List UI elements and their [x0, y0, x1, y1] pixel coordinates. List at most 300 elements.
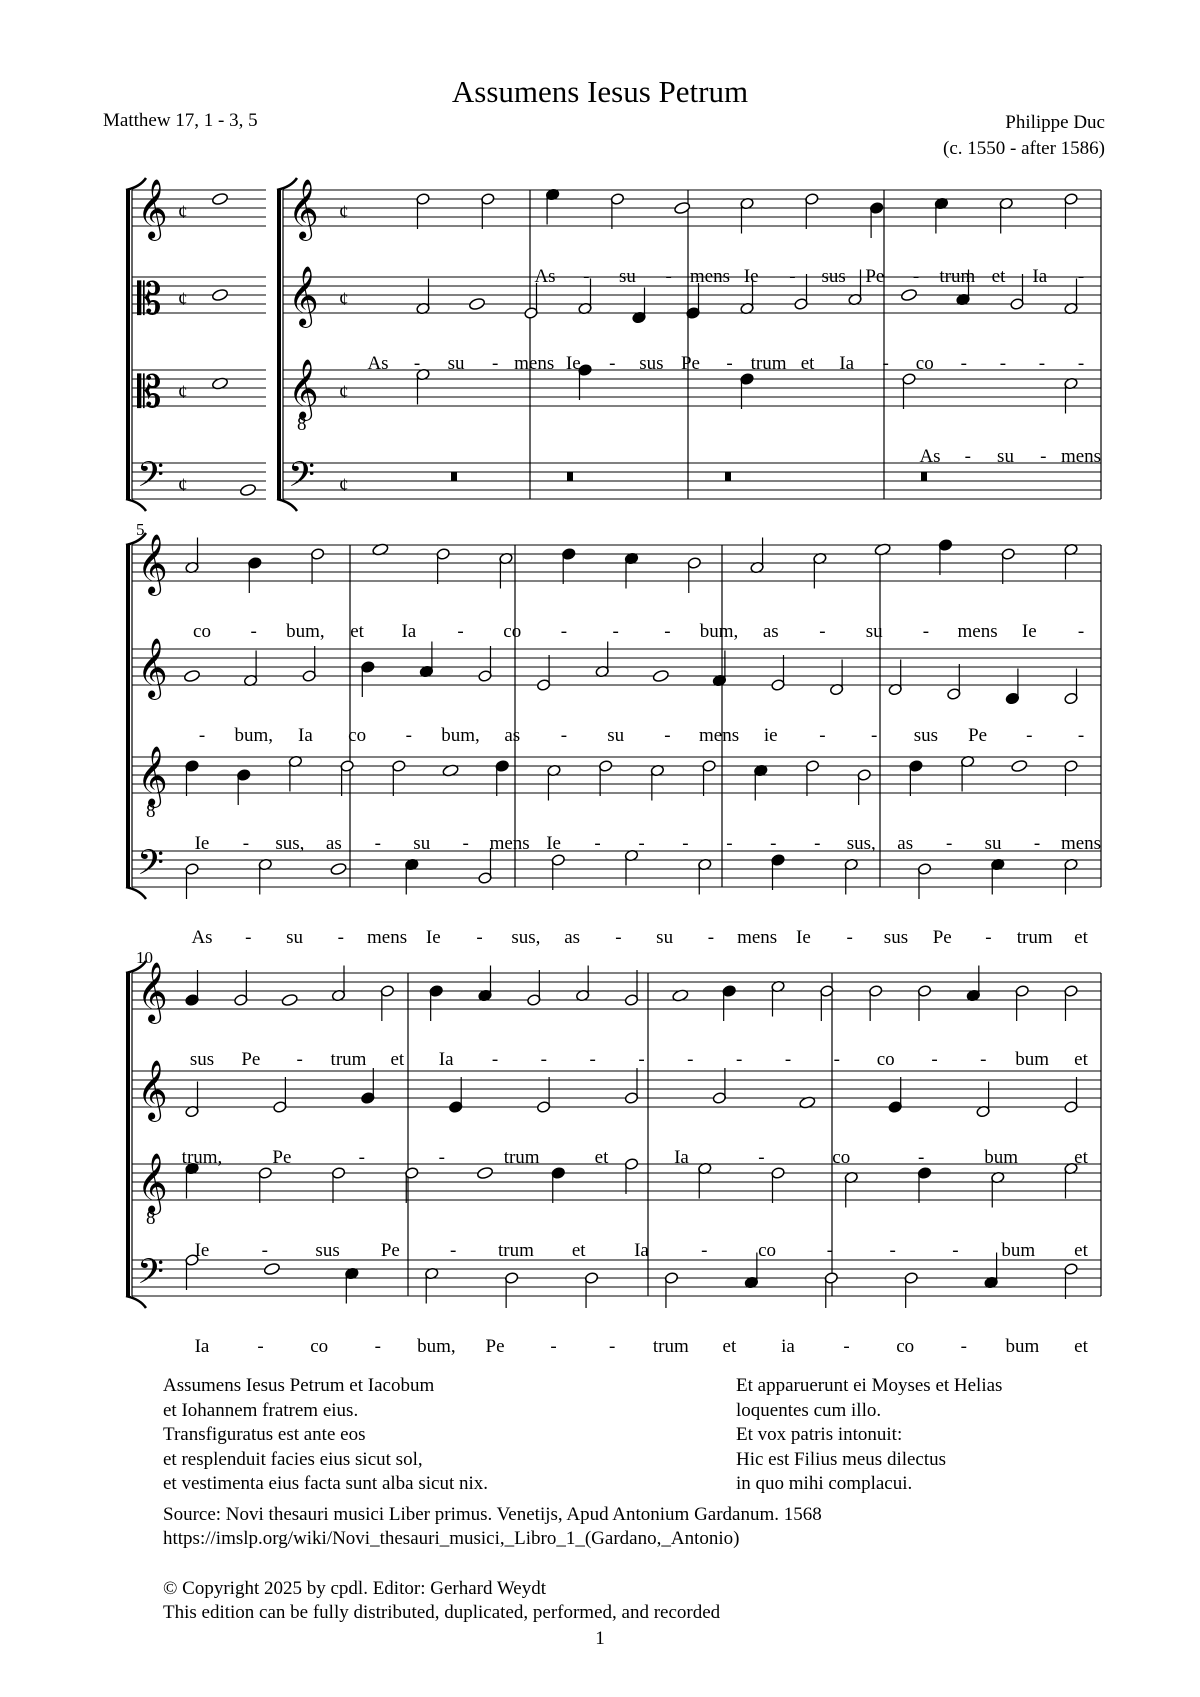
text-line: et resplenduit facies eius sicut sol, — [163, 1448, 423, 1470]
note — [1064, 669, 1078, 705]
note — [1064, 858, 1078, 894]
lyric-syllable: - — [413, 353, 421, 374]
copyright-note — [163, 1577, 720, 1625]
note — [687, 557, 701, 593]
lyric-syllable: - — [726, 353, 733, 374]
cut-time: ¢ — [339, 289, 349, 310]
bass-clef: 𝄢 — [137, 842, 165, 891]
note — [478, 646, 492, 682]
cut-time: ¢ — [339, 202, 349, 223]
lyric-syllable: as — [762, 621, 779, 642]
lyric-syllable: trum — [939, 266, 976, 287]
lyric-syllable: - — [612, 621, 619, 642]
bass-clef: 𝄢 — [288, 454, 316, 503]
lyric-syllable: trum — [503, 1147, 540, 1168]
note — [331, 1167, 345, 1203]
text-line: Assumens Iesus Petrum et Iacobum — [163, 1375, 435, 1396]
lyric-syllable: Pe — [932, 927, 952, 948]
lyric-syllable: mens — [737, 927, 778, 948]
lyric-syllable: - — [931, 1049, 938, 1070]
lyric-syllable: - — [912, 266, 920, 287]
notehead — [239, 483, 256, 497]
lyric-syllable: co — [832, 1147, 851, 1168]
note — [1064, 1077, 1078, 1113]
lyric-syllable: co — [876, 1049, 895, 1070]
lyric-syllable: sus — [913, 725, 939, 746]
note — [429, 985, 443, 1021]
page-title: Assumens Iesus Petrum — [451, 74, 749, 109]
lyric-syllable: Pe — [272, 1147, 292, 1168]
breve-rest — [921, 472, 927, 481]
lyric-syllable: Ia — [194, 1336, 210, 1357]
note — [211, 192, 228, 206]
note — [624, 1158, 638, 1194]
note — [185, 1082, 199, 1118]
note — [750, 538, 764, 574]
note — [1005, 669, 1019, 705]
lyric-syllable: et — [1074, 1336, 1088, 1357]
lyric-syllable: et — [800, 353, 815, 374]
lyric-syllable: - — [952, 1240, 959, 1261]
treble-clef: 𝄞 — [137, 638, 168, 698]
tenor-clef-eight: 8 — [297, 414, 307, 435]
treble-clef: 𝄞 — [288, 359, 319, 419]
lyric-syllable: - — [682, 833, 689, 854]
note — [361, 661, 375, 697]
cut-time: ¢ — [178, 475, 188, 496]
text-line: Et apparuerunt ei Moyses et Helias — [736, 1375, 1003, 1396]
treble-clef: 𝄞 — [137, 962, 168, 1022]
lyric-syllable: Ie — [796, 927, 811, 948]
lyric-syllable: As — [367, 353, 389, 374]
treble-clef: 𝄞 — [137, 179, 168, 239]
lyric-syllable: Ia — [298, 725, 313, 746]
lyric-syllable: Pe — [865, 266, 885, 287]
note — [722, 985, 736, 1021]
lyric-syllable: et — [1074, 1049, 1088, 1070]
lyric-syllable: sus, — [275, 833, 305, 854]
note — [960, 755, 974, 791]
lyric-syllable: co — [348, 725, 367, 746]
lyric-syllable: - — [707, 927, 715, 948]
lyric-syllable: et — [1074, 927, 1088, 948]
lyric-syllable: mens — [689, 266, 730, 287]
note — [869, 202, 883, 238]
lyrics-text-right — [736, 1374, 1002, 1497]
lyric-syllable: trum, — [181, 1147, 223, 1168]
source-line: Source: Novi thesauri musici Liber primus. Venetijs, Apud Antonium Gardanum. 1568 — [163, 1504, 822, 1525]
lyric-syllable: Ia — [438, 1049, 454, 1070]
note — [330, 862, 347, 876]
source-note — [163, 1503, 822, 1551]
treble-clef: 𝄞 — [137, 534, 168, 594]
lyric-syllable: - — [687, 1049, 694, 1070]
lyric-syllable: - — [770, 833, 777, 854]
note — [917, 1167, 931, 1203]
lyric-syllable: - — [615, 927, 622, 948]
lyric-syllable: as — [325, 833, 342, 854]
lyric-syllable: - — [449, 1240, 457, 1261]
lyric-syllable: trum — [330, 1049, 367, 1070]
notehead — [281, 993, 298, 1007]
lyric-syllable: - — [358, 1147, 365, 1168]
note — [624, 552, 638, 588]
note — [610, 193, 624, 229]
lyric-syllable: - — [296, 1049, 303, 1070]
lyric-syllable: Ia — [634, 1240, 649, 1261]
note — [185, 538, 199, 574]
lyric-syllable: su — [447, 353, 465, 374]
lyric-syllable: bum — [1005, 1336, 1040, 1357]
note — [243, 651, 257, 687]
lyric-syllable: - — [846, 927, 853, 948]
note — [598, 760, 612, 796]
lyric-syllable: - — [261, 1240, 268, 1261]
note — [698, 1162, 712, 1198]
note — [345, 1267, 359, 1303]
lyric-syllable: - — [999, 353, 1007, 374]
lyric-syllable: co — [758, 1240, 777, 1261]
note — [624, 849, 638, 885]
note — [476, 1166, 493, 1180]
note — [185, 863, 199, 899]
c-clef: 𝄡 — [137, 367, 162, 418]
note — [239, 483, 256, 497]
lyric-syllable: Pe — [380, 1240, 400, 1261]
lyric-syllable: - — [960, 1336, 967, 1357]
cut-time: ¢ — [339, 475, 349, 496]
lyric-syllable: su — [865, 621, 883, 642]
lyric-syllable: mens — [699, 725, 740, 746]
note — [771, 1167, 785, 1203]
c-clef: 𝄡 — [137, 274, 162, 325]
note — [211, 288, 228, 302]
text-line: et Iohannem fratrem eius. — [163, 1399, 359, 1421]
lyric-syllable: Pe — [241, 1049, 261, 1070]
note — [624, 970, 638, 1006]
treble-clef: 𝄞 — [137, 746, 168, 806]
note — [888, 1077, 902, 1113]
lyric-syllable: Ie — [565, 353, 581, 374]
note — [712, 1068, 726, 1104]
lyric-syllable: co — [915, 353, 934, 374]
lyric-syllable: - — [889, 1240, 896, 1261]
lyric-syllable: - — [583, 266, 590, 287]
lyric-syllable: et — [1074, 1240, 1088, 1261]
lyric-syllable: co — [896, 1336, 915, 1357]
note — [794, 274, 808, 310]
note — [405, 858, 419, 894]
lyric-syllable: ie — [763, 725, 778, 746]
note — [902, 373, 916, 409]
lyric-syllable: - — [819, 725, 826, 746]
lyric-syllable: - — [1077, 266, 1085, 287]
lyric-syllable: - — [1033, 833, 1041, 854]
note — [478, 966, 492, 1002]
note — [281, 993, 298, 1007]
copyright-line: © Copyright 2025 by cpdl. Editor: Gerhard Weydt — [163, 1578, 546, 1599]
lyric-syllable: bum, — [286, 621, 325, 642]
notehead — [263, 1262, 280, 1276]
note — [1064, 543, 1078, 579]
text-line: et vestimenta eius facta sunt alba sicut nix. — [163, 1473, 489, 1494]
note — [698, 858, 712, 894]
note — [263, 1262, 280, 1276]
note — [771, 854, 785, 890]
lyric-syllable: - — [726, 833, 733, 854]
note — [771, 655, 785, 691]
note — [917, 985, 931, 1021]
lyric-syllable: Pe — [680, 353, 700, 374]
note — [236, 769, 250, 805]
note — [481, 193, 495, 229]
note — [302, 646, 316, 682]
cut-time: ¢ — [178, 382, 188, 403]
note — [652, 669, 669, 683]
lyric-syllable: Ia — [674, 1147, 689, 1168]
note — [904, 1272, 918, 1308]
lyric-syllable: - — [594, 833, 601, 854]
notehead — [211, 288, 228, 302]
lyric-syllable: - — [1077, 725, 1085, 746]
note — [419, 642, 433, 678]
lyric-syllable: bum — [984, 1147, 1018, 1168]
note — [595, 642, 609, 678]
lyric-syllable: - — [814, 833, 821, 854]
lyric-syllable: As — [191, 927, 213, 948]
measure-number: 10 — [136, 948, 153, 967]
note — [976, 1082, 990, 1118]
note — [504, 1272, 518, 1308]
lyric-syllable: - — [833, 1049, 840, 1070]
note — [1001, 548, 1015, 584]
lyric-syllable: bum, — [699, 621, 739, 642]
lyric-syllable: Ie — [425, 927, 441, 948]
lyric-syllable: ia — [781, 1336, 795, 1357]
lyric-syllable: et — [991, 266, 1006, 287]
lyric-syllable: trum — [497, 1240, 534, 1261]
notehead — [211, 192, 228, 206]
note — [425, 1267, 439, 1303]
lyric-syllable: - — [250, 621, 257, 642]
note — [909, 760, 923, 796]
notehead — [330, 862, 347, 876]
lyric-syllable: - — [985, 927, 992, 948]
lyric-syllable: et — [722, 1336, 737, 1357]
lyric-syllable: et — [390, 1049, 405, 1070]
lyrics-text-left — [163, 1374, 488, 1497]
note — [331, 966, 345, 1002]
lyric-syllable: - — [550, 1336, 557, 1357]
lyric-syllable: - — [638, 833, 645, 854]
lyric-syllable: mens — [957, 621, 998, 642]
lyric-syllable: - — [664, 621, 671, 642]
note — [702, 760, 716, 796]
lyric-syllable: - — [1077, 621, 1085, 642]
notehead — [652, 669, 669, 683]
lyric-syllable: su — [607, 725, 625, 746]
note — [258, 858, 272, 894]
lyric-syllable: co — [193, 621, 211, 642]
lyric-syllable: trum — [1016, 927, 1053, 948]
note — [650, 764, 664, 800]
lyric-syllable: - — [476, 927, 483, 948]
lyric-syllable: - — [540, 1049, 547, 1070]
note — [771, 980, 785, 1016]
lyric-syllable: - — [198, 725, 206, 746]
cut-time: ¢ — [339, 382, 349, 403]
lyric-syllable: - — [374, 833, 381, 854]
note — [991, 1171, 1005, 1207]
note — [361, 1068, 375, 1104]
lyric-syllable: bum, — [441, 725, 480, 746]
lyric-syllable: - — [491, 1049, 499, 1070]
cut-time: ¢ — [178, 289, 188, 310]
note — [984, 1253, 998, 1289]
note — [310, 548, 324, 584]
note — [527, 970, 541, 1006]
lyric-syllable: - — [758, 1147, 765, 1168]
note — [917, 863, 931, 899]
note — [551, 1167, 565, 1203]
note — [575, 966, 589, 1002]
note — [495, 760, 509, 796]
treble-clef: 𝄞 — [288, 179, 319, 239]
lyric-syllable: - — [871, 725, 878, 746]
lyric-syllable: co — [503, 621, 522, 642]
lyric-syllable: - — [736, 1049, 743, 1070]
note — [468, 297, 485, 311]
text-line: loquentes cum illo. — [736, 1399, 882, 1421]
lyric-syllable: - — [560, 621, 568, 642]
note — [416, 193, 430, 229]
note — [1015, 985, 1029, 1021]
lyric-syllable: Ia — [401, 621, 417, 642]
lyric-syllable: - — [784, 1049, 792, 1070]
note — [844, 1171, 858, 1207]
note — [416, 279, 430, 315]
lyric-syllable: Pe — [968, 725, 988, 746]
note — [991, 858, 1005, 894]
lyric-syllable: - — [960, 353, 967, 374]
lyric-syllable: sus, — [511, 927, 541, 948]
breve-rest — [725, 472, 731, 481]
note — [1010, 274, 1024, 310]
lyric-syllable: - — [1026, 725, 1033, 746]
lyric-syllable: bum — [1015, 1049, 1050, 1070]
breve-rest — [567, 472, 573, 481]
note — [1064, 760, 1078, 796]
note — [844, 858, 858, 894]
lyric-syllable: co — [310, 1336, 329, 1357]
treble-clef: 𝄞 — [137, 1060, 168, 1120]
lyric-syllable: - — [374, 1336, 381, 1357]
lyric-syllable: - — [918, 1147, 925, 1168]
lyric-syllable: - — [665, 266, 672, 287]
lyric-syllable: bum, — [234, 725, 273, 746]
lyric-syllable: Ie — [194, 1240, 210, 1261]
lyric-syllable: - — [438, 1147, 445, 1168]
lyric-syllable: - — [245, 927, 252, 948]
note — [1064, 1263, 1078, 1299]
license-line: This edition can be fully distributed, duplicated, performed, and recorded — [163, 1602, 721, 1623]
lyric-syllable: mens — [489, 833, 530, 854]
lyric-syllable: Ia — [839, 353, 855, 374]
note — [551, 854, 565, 890]
note — [900, 288, 917, 302]
lyric-syllable: et — [1074, 1147, 1088, 1168]
note — [545, 188, 559, 224]
lyric-syllable: mens — [514, 353, 555, 374]
lyric-syllable: - — [1077, 353, 1085, 374]
lyric-syllable: - — [701, 1240, 708, 1261]
note — [813, 552, 827, 588]
composer-name: Philippe Duc — [1005, 112, 1105, 133]
measure-number: 5 — [136, 520, 145, 539]
lyric-syllable: Ie — [194, 833, 210, 854]
note — [624, 1068, 638, 1104]
note — [938, 539, 952, 575]
note — [258, 1167, 272, 1203]
lyric-syllable: mens — [366, 927, 408, 948]
lyric-syllable: - — [609, 353, 616, 374]
note — [288, 755, 302, 791]
note — [805, 760, 819, 796]
text-line: Et vox patris intonuit: — [736, 1424, 903, 1445]
note — [848, 270, 862, 306]
notehead — [900, 288, 917, 302]
note — [947, 664, 961, 700]
lyric-syllable: sus — [189, 1049, 215, 1070]
note — [1011, 759, 1028, 773]
note — [966, 966, 980, 1002]
page-number: 1 — [595, 1628, 605, 1649]
note — [868, 985, 882, 1021]
note — [632, 288, 646, 324]
note — [712, 651, 726, 687]
note — [584, 1272, 598, 1308]
scripture-reference: Matthew 17, 1 - 3, 5 — [103, 110, 258, 131]
lyric-syllable: sus, — [846, 833, 876, 854]
lyric-syllable: - — [638, 1049, 645, 1070]
note — [740, 197, 754, 233]
note — [448, 1077, 462, 1113]
note — [536, 655, 550, 691]
note — [524, 283, 538, 319]
text-line: Transfiguratus est ante eos — [163, 1424, 366, 1445]
note — [380, 985, 394, 1021]
lyric-syllable: - — [922, 621, 930, 642]
lyric-syllable: - — [589, 1049, 596, 1070]
lyric-syllable: mens — [1060, 833, 1102, 854]
lyric-syllable: - — [457, 621, 464, 642]
lyric-syllable: - — [843, 1336, 850, 1357]
lyric-syllable: sus — [821, 266, 846, 287]
lyric-syllable: trum — [750, 353, 787, 374]
lyric-syllable: as — [504, 725, 521, 746]
lyric-syllable: - — [492, 353, 499, 374]
note — [999, 197, 1013, 233]
lyric-syllable: - — [560, 725, 568, 746]
text-line: in quo mihi complacui. — [736, 1473, 913, 1494]
breve-rest — [451, 472, 457, 481]
lyric-syllable: Ia — [1032, 266, 1048, 287]
lyric-syllable: sus — [883, 927, 909, 948]
notehead — [1011, 759, 1028, 773]
note — [185, 970, 199, 1006]
lyric-syllable: su — [997, 446, 1014, 467]
lyric-syllable: - — [819, 621, 826, 642]
